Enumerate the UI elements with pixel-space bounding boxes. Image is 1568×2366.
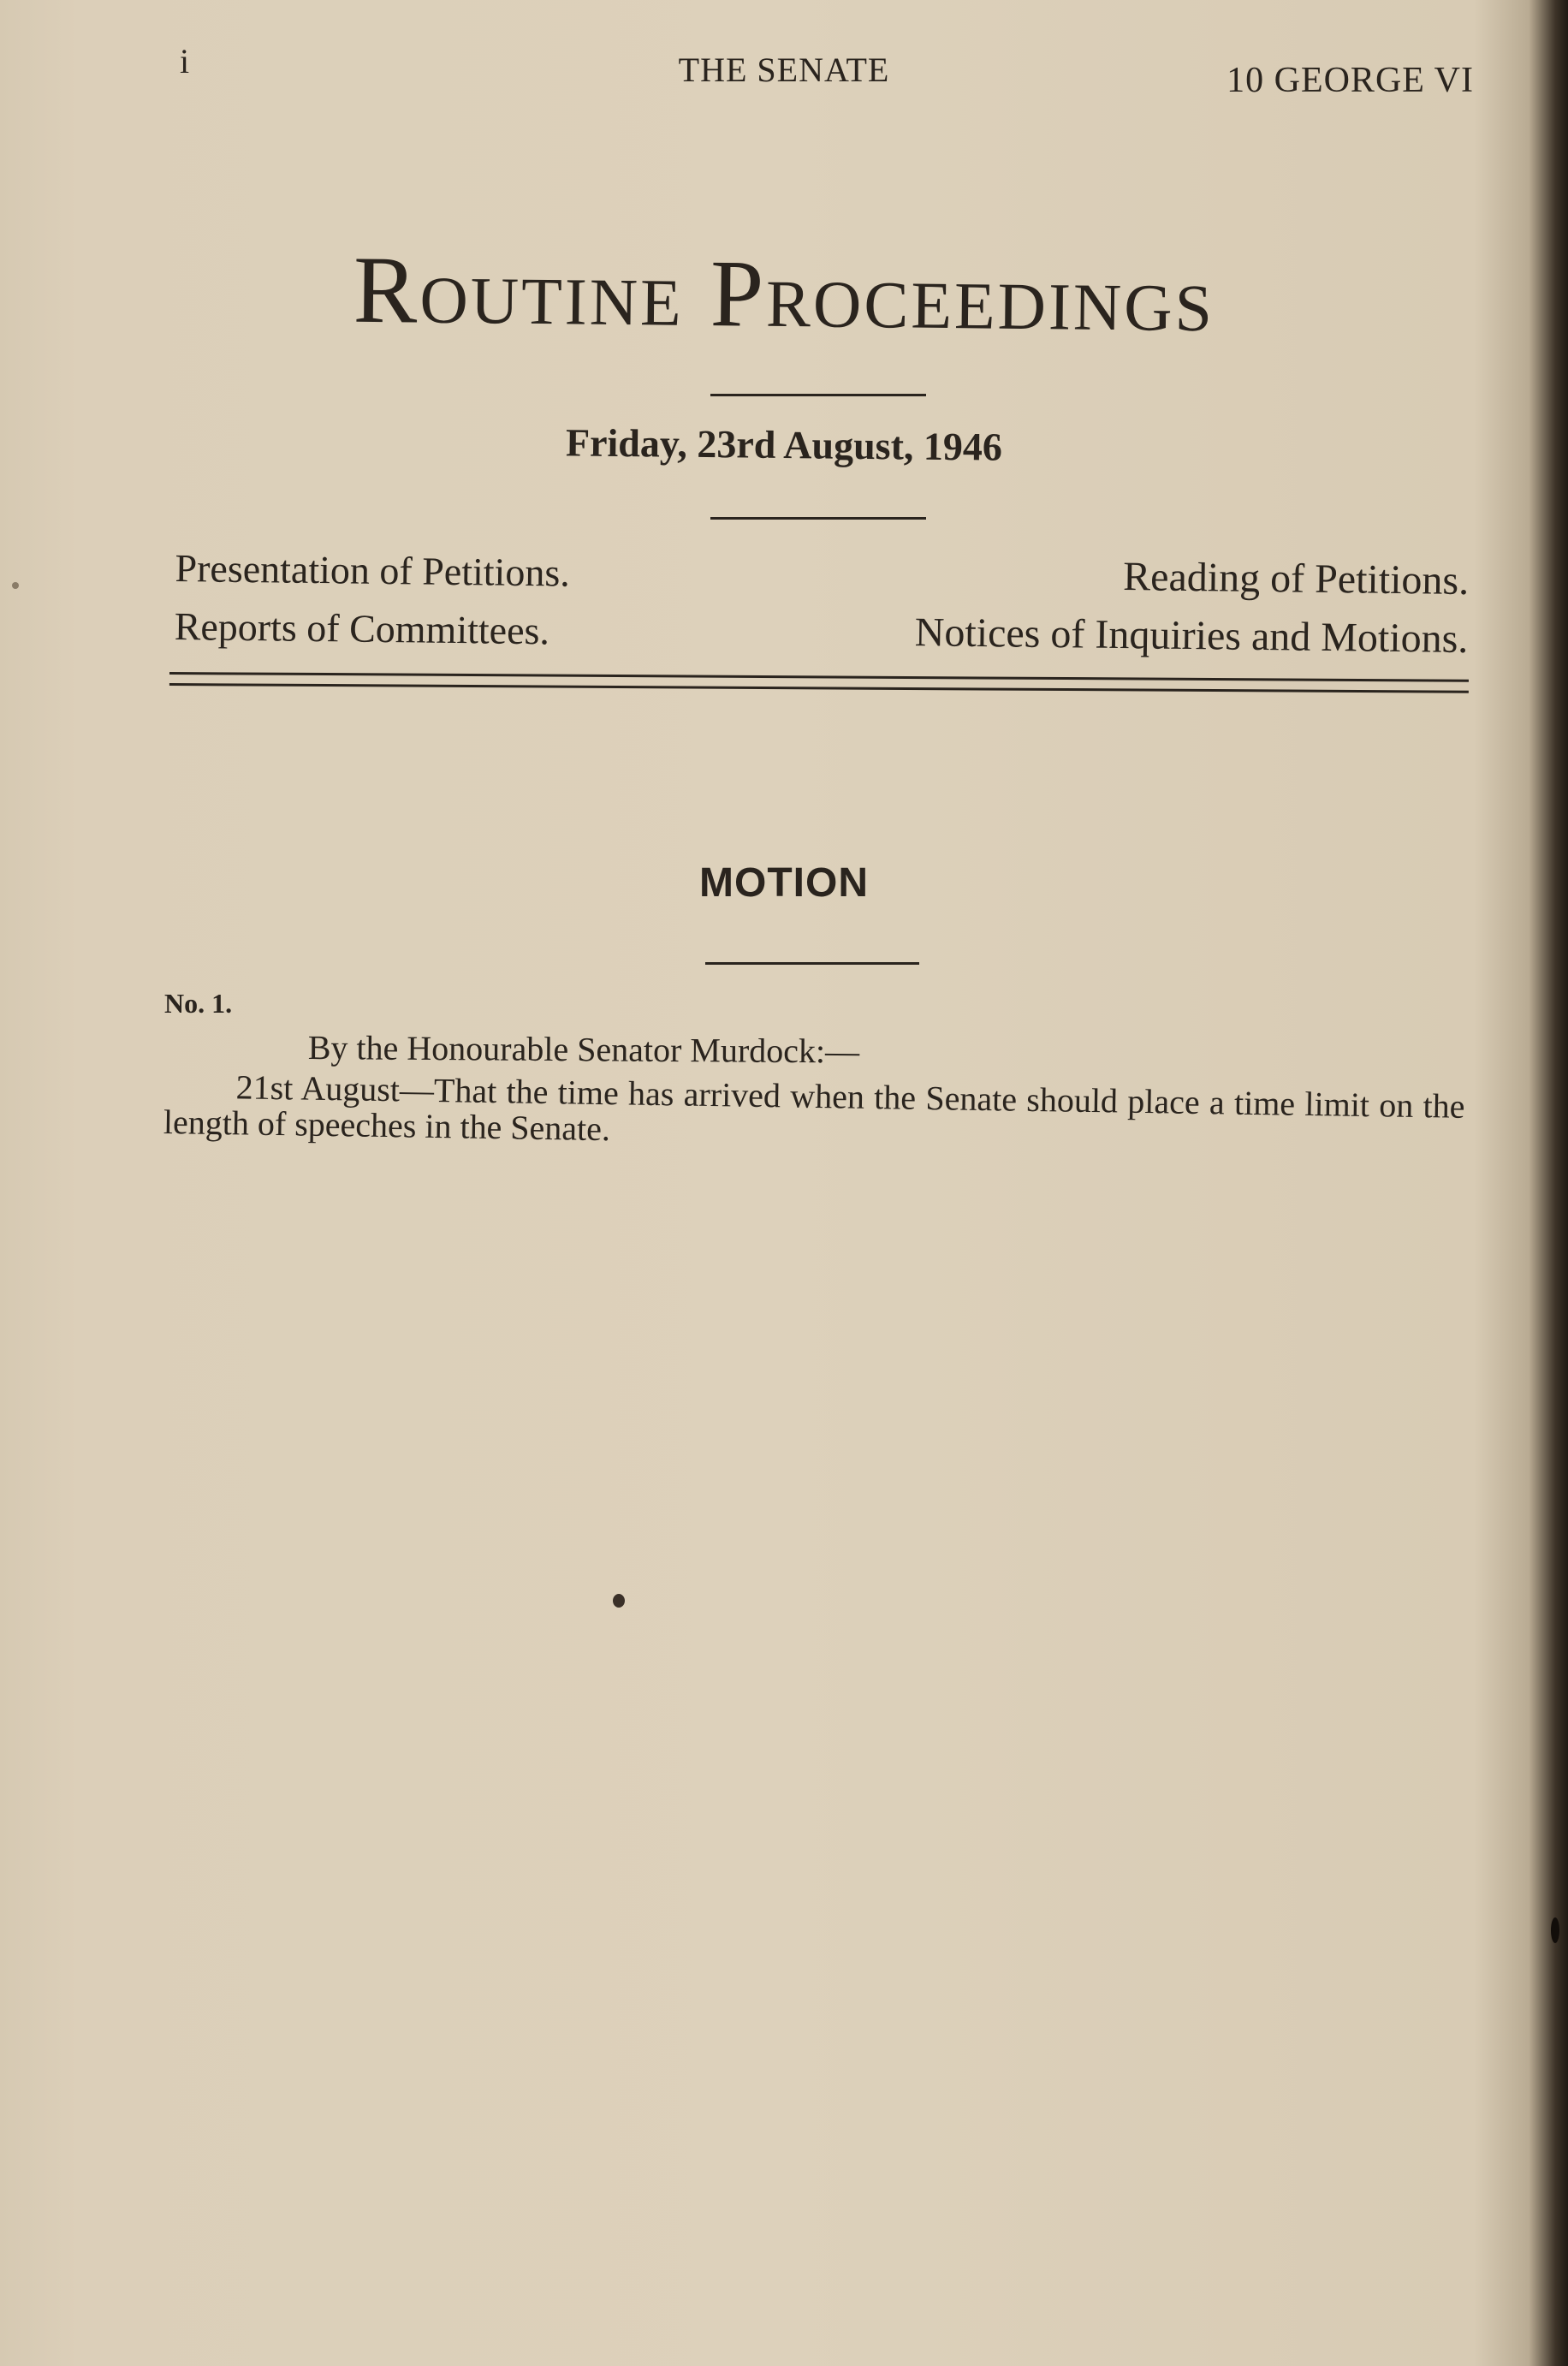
ink-speck [613, 1594, 625, 1608]
title-rule [710, 394, 926, 396]
margin-mark [12, 582, 19, 589]
section-rule [705, 962, 919, 965]
routine-item-notices-of-inquiries-and-motions: Notices of Inquiries and Motions. [914, 609, 1470, 662]
motion-text: 21st August—That the time has arrived when the Senate should place a time limit on the length of speeches in the Senate. [163, 1067, 1465, 1149]
section-heading: MOTION [699, 860, 869, 906]
sitting-date: Friday, 23rd August, 1946 [565, 420, 1003, 469]
page-title: Routine Proceedings [353, 236, 1215, 353]
routine-items-right [915, 545, 1470, 669]
routine-item-reading-of-petitions: Reading of Petitions. [1123, 554, 1470, 603]
page-number: i [180, 42, 190, 80]
edge-mark [1551, 1917, 1559, 1943]
motion-mover: By the Honourable Senator Murdock:— [307, 1028, 860, 1071]
double-rule-divider [169, 672, 1469, 693]
routine-item-reports-of-committees: Reports of Committees. [174, 603, 550, 653]
running-title: THE SENATE [678, 51, 890, 89]
date-rule [710, 517, 926, 520]
motion-number: No. 1. [164, 988, 233, 1019]
routine-item-presentation-of-petitions: Presentation of Petitions. [175, 545, 571, 595]
regnal-year: 10 GEORGE VI [1226, 61, 1474, 100]
routine-items-left [174, 539, 570, 661]
